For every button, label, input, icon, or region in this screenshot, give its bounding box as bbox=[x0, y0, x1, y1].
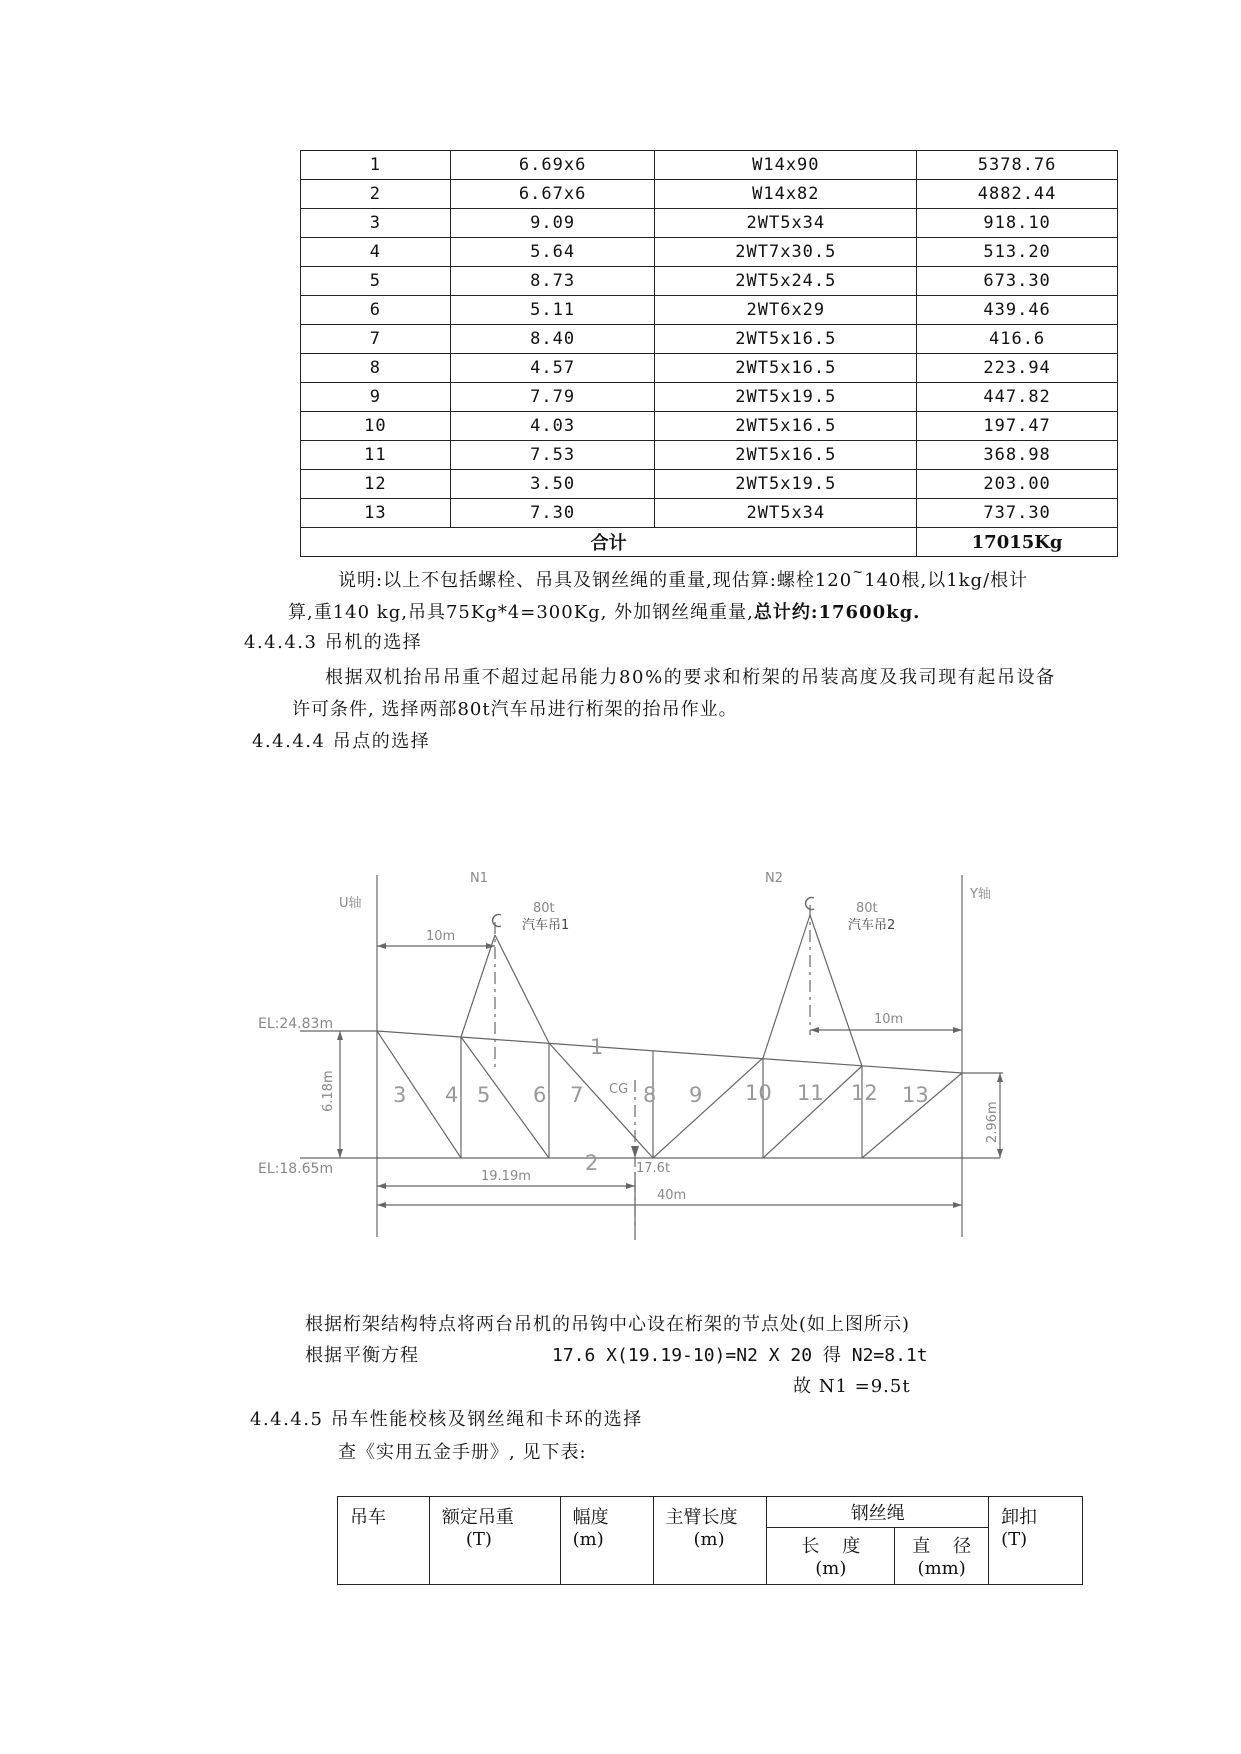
section-444-para-1: 根据桁架结构特点将两台吊机的吊钩中心设在桁架的节点处(如上图所示) bbox=[305, 1314, 911, 1335]
table-row bbox=[301, 412, 1118, 441]
cell-section: 2WT7x30.5 bbox=[655, 238, 917, 267]
el-top-label: EL:24.83m bbox=[258, 1016, 334, 1032]
top-chord bbox=[377, 1031, 962, 1073]
cell-section: W14x82 bbox=[655, 180, 917, 209]
section-445-title: 4.4.4.5 吊车性能校核及钢丝绳和卡环的选择 bbox=[250, 1409, 643, 1430]
note-line1 bbox=[338, 566, 1028, 592]
cell-section: 2WT5x19.5 bbox=[655, 383, 917, 412]
cell-weight: 197.47 bbox=[917, 412, 1118, 441]
cell-length: 5.11 bbox=[450, 296, 655, 325]
table-row bbox=[301, 180, 1118, 209]
cell-length: 6.69x6 bbox=[450, 151, 655, 180]
cell-weight: 416.6 bbox=[917, 325, 1118, 354]
weight-table-body bbox=[301, 151, 1118, 528]
cell-length: 4.57 bbox=[450, 354, 655, 383]
table-row bbox=[301, 470, 1118, 499]
cell-weight: 447.82 bbox=[917, 383, 1118, 412]
cell-no: 12 bbox=[301, 470, 451, 499]
cell-weight: 5378.76 bbox=[917, 151, 1118, 180]
cell-no: 3 bbox=[301, 209, 451, 238]
cell-weight: 4882.44 bbox=[917, 180, 1118, 209]
cell-length: 7.30 bbox=[450, 499, 655, 528]
section-445-para-1: 查《实用五金手册》, 见下表: bbox=[338, 1442, 587, 1463]
cell-length: 6.67x6 bbox=[450, 180, 655, 209]
cell-weight: 223.94 bbox=[917, 354, 1118, 383]
dim-1919: 19.19m bbox=[481, 1169, 531, 1184]
member-12: 12 bbox=[851, 1081, 878, 1105]
cell-weight: 673.30 bbox=[917, 267, 1118, 296]
cell-weight: 918.10 bbox=[917, 209, 1118, 238]
cell-length: 3.50 bbox=[450, 470, 655, 499]
table-row bbox=[301, 296, 1118, 325]
weight-table bbox=[300, 150, 1118, 557]
dim-10m-right: 10m bbox=[874, 1012, 904, 1027]
cell-no: 2 bbox=[301, 180, 451, 209]
height-right-label: 2.96m bbox=[985, 1101, 1000, 1143]
cg-load-label: 17.6t bbox=[636, 1161, 671, 1176]
section-444-title: 4.4.4.4 吊点的选择 bbox=[252, 731, 431, 752]
table-row bbox=[301, 325, 1118, 354]
cell-length: 5.64 bbox=[450, 238, 655, 267]
cell-section: 2WT5x16.5 bbox=[655, 325, 917, 354]
table-row bbox=[301, 441, 1118, 470]
table-row bbox=[301, 354, 1118, 383]
hook-icon-n1 bbox=[493, 915, 501, 927]
section-444-para-2-label: 根据平衡方程 bbox=[305, 1345, 419, 1366]
dim-10m-left: 10m bbox=[426, 929, 456, 944]
member-5: 5 bbox=[477, 1083, 491, 1107]
cell-section: 2WT5x16.5 bbox=[655, 354, 917, 383]
cell-section: 2WT6x29 bbox=[655, 296, 917, 325]
member-10: 10 bbox=[745, 1081, 772, 1105]
member-7: 7 bbox=[570, 1083, 584, 1107]
header-wire-rope: 钢丝绳 bbox=[767, 1497, 989, 1528]
cell-weight: 368.98 bbox=[917, 441, 1118, 470]
header-rope-length: 长 度 (m) bbox=[767, 1528, 895, 1585]
cell-weight: 737.30 bbox=[917, 499, 1118, 528]
cell-section: W14x90 bbox=[655, 151, 917, 180]
section-443-para-2: 许可条件, 选择两部80t汽车吊进行桁架的抬吊作业。 bbox=[292, 699, 738, 720]
total-value: 17015Kg bbox=[917, 528, 1118, 557]
cell-section: 2WT5x34 bbox=[655, 209, 917, 238]
header-rated-load: 额定吊重 (T) bbox=[429, 1497, 560, 1585]
header-crane: 吊车 bbox=[338, 1497, 430, 1585]
cell-section: 2WT5x16.5 bbox=[655, 412, 917, 441]
height-left-label: 6.18m bbox=[321, 1070, 336, 1112]
note-line1-b: 140根,以1kg/根计 bbox=[864, 570, 1029, 591]
table-row bbox=[301, 151, 1118, 180]
cell-no: 6 bbox=[301, 296, 451, 325]
y-axis-label: Y轴 bbox=[970, 887, 991, 902]
n1-label: N1 bbox=[470, 871, 488, 886]
cell-weight: 203.00 bbox=[917, 470, 1118, 499]
cell-length: 4.03 bbox=[450, 412, 655, 441]
section-443-para-1: 根据双机抬吊吊重不超过起吊能力80%的要求和桁架的吊装高度及我司现有起吊设备 bbox=[325, 667, 1056, 688]
cell-section: 2WT5x19.5 bbox=[655, 470, 917, 499]
cell-no: 13 bbox=[301, 499, 451, 528]
cell-length: 7.53 bbox=[450, 441, 655, 470]
n2-label: N2 bbox=[765, 871, 783, 886]
dim-40: 40m bbox=[657, 1188, 687, 1203]
section-444-para-3: 故 N1 =9.5t bbox=[793, 1376, 911, 1397]
member-8: 8 bbox=[643, 1083, 657, 1107]
cell-section: 2WT5x16.5 bbox=[655, 441, 917, 470]
cell-length: 8.73 bbox=[450, 267, 655, 296]
cg-label: CG bbox=[609, 1082, 629, 1097]
table-row bbox=[301, 267, 1118, 296]
cell-no: 4 bbox=[301, 238, 451, 267]
header-rope-diameter: 直 径 (mm) bbox=[895, 1528, 989, 1585]
cell-no: 11 bbox=[301, 441, 451, 470]
cell-length: 9.09 bbox=[450, 209, 655, 238]
cell-weight: 439.46 bbox=[917, 296, 1118, 325]
note-line2-a: 算,重140 kg,吊具75Kg*4=300Kg, 外加钢丝绳重量, bbox=[288, 602, 754, 623]
member-9: 9 bbox=[689, 1083, 703, 1107]
cell-no: 10 bbox=[301, 412, 451, 441]
header-shackle: 卸扣 (T) bbox=[989, 1497, 1083, 1585]
cell-length: 8.40 bbox=[450, 325, 655, 354]
el-bottom-label: EL:18.65m bbox=[258, 1161, 334, 1177]
member-11: 11 bbox=[797, 1081, 824, 1105]
member-6: 6 bbox=[533, 1083, 547, 1107]
cell-weight: 513.20 bbox=[917, 238, 1118, 267]
crane1-capacity: 80t bbox=[533, 901, 555, 916]
note-line1-tilde: ~ bbox=[852, 565, 865, 580]
note-line2 bbox=[288, 598, 920, 624]
table-row bbox=[301, 499, 1118, 528]
crane2-capacity: 80t bbox=[856, 901, 878, 916]
cell-no: 9 bbox=[301, 383, 451, 412]
table-row bbox=[301, 238, 1118, 267]
crane2-name: 汽车吊2 bbox=[848, 918, 896, 933]
section-443-title: 4.4.4.3 吊机的选择 bbox=[244, 632, 423, 653]
member-3: 3 bbox=[393, 1083, 407, 1107]
note-line1-a: 说明:以上不包括螺栓、吊具及钢丝绳的重量,现估算:螺栓120 bbox=[338, 570, 853, 591]
cell-no: 5 bbox=[301, 267, 451, 296]
cell-no: 7 bbox=[301, 325, 451, 354]
crane1-name: 汽车吊1 bbox=[522, 918, 570, 933]
member-13: 13 bbox=[902, 1083, 929, 1107]
member-2: 2 bbox=[585, 1151, 599, 1175]
table-row bbox=[301, 383, 1118, 412]
cell-length: 7.79 bbox=[450, 383, 655, 412]
header-boom-length: 主臂长度 (m) bbox=[653, 1497, 767, 1585]
table-row bbox=[301, 209, 1118, 238]
cell-no: 1 bbox=[301, 151, 451, 180]
cell-section: 2WT5x24.5 bbox=[655, 267, 917, 296]
member-1: 1 bbox=[590, 1035, 604, 1059]
cell-no: 8 bbox=[301, 354, 451, 383]
truss-lifting-diagram bbox=[0, 860, 1241, 1260]
total-row bbox=[301, 528, 1118, 557]
crane-table-header-row-1 bbox=[338, 1497, 1083, 1528]
u-axis-label: U轴 bbox=[339, 896, 362, 911]
balance-equation: 17.6 X(19.19-10)=N2 X 20 得 N2=8.1t bbox=[552, 1345, 928, 1366]
total-label: 合计 bbox=[301, 528, 917, 557]
cell-section: 2WT5x34 bbox=[655, 499, 917, 528]
member-4: 4 bbox=[445, 1083, 459, 1107]
header-radius: 幅度 (m) bbox=[560, 1497, 653, 1585]
note-line2-total: 总计约:17600kg. bbox=[753, 602, 921, 623]
crane-table bbox=[337, 1496, 1083, 1585]
